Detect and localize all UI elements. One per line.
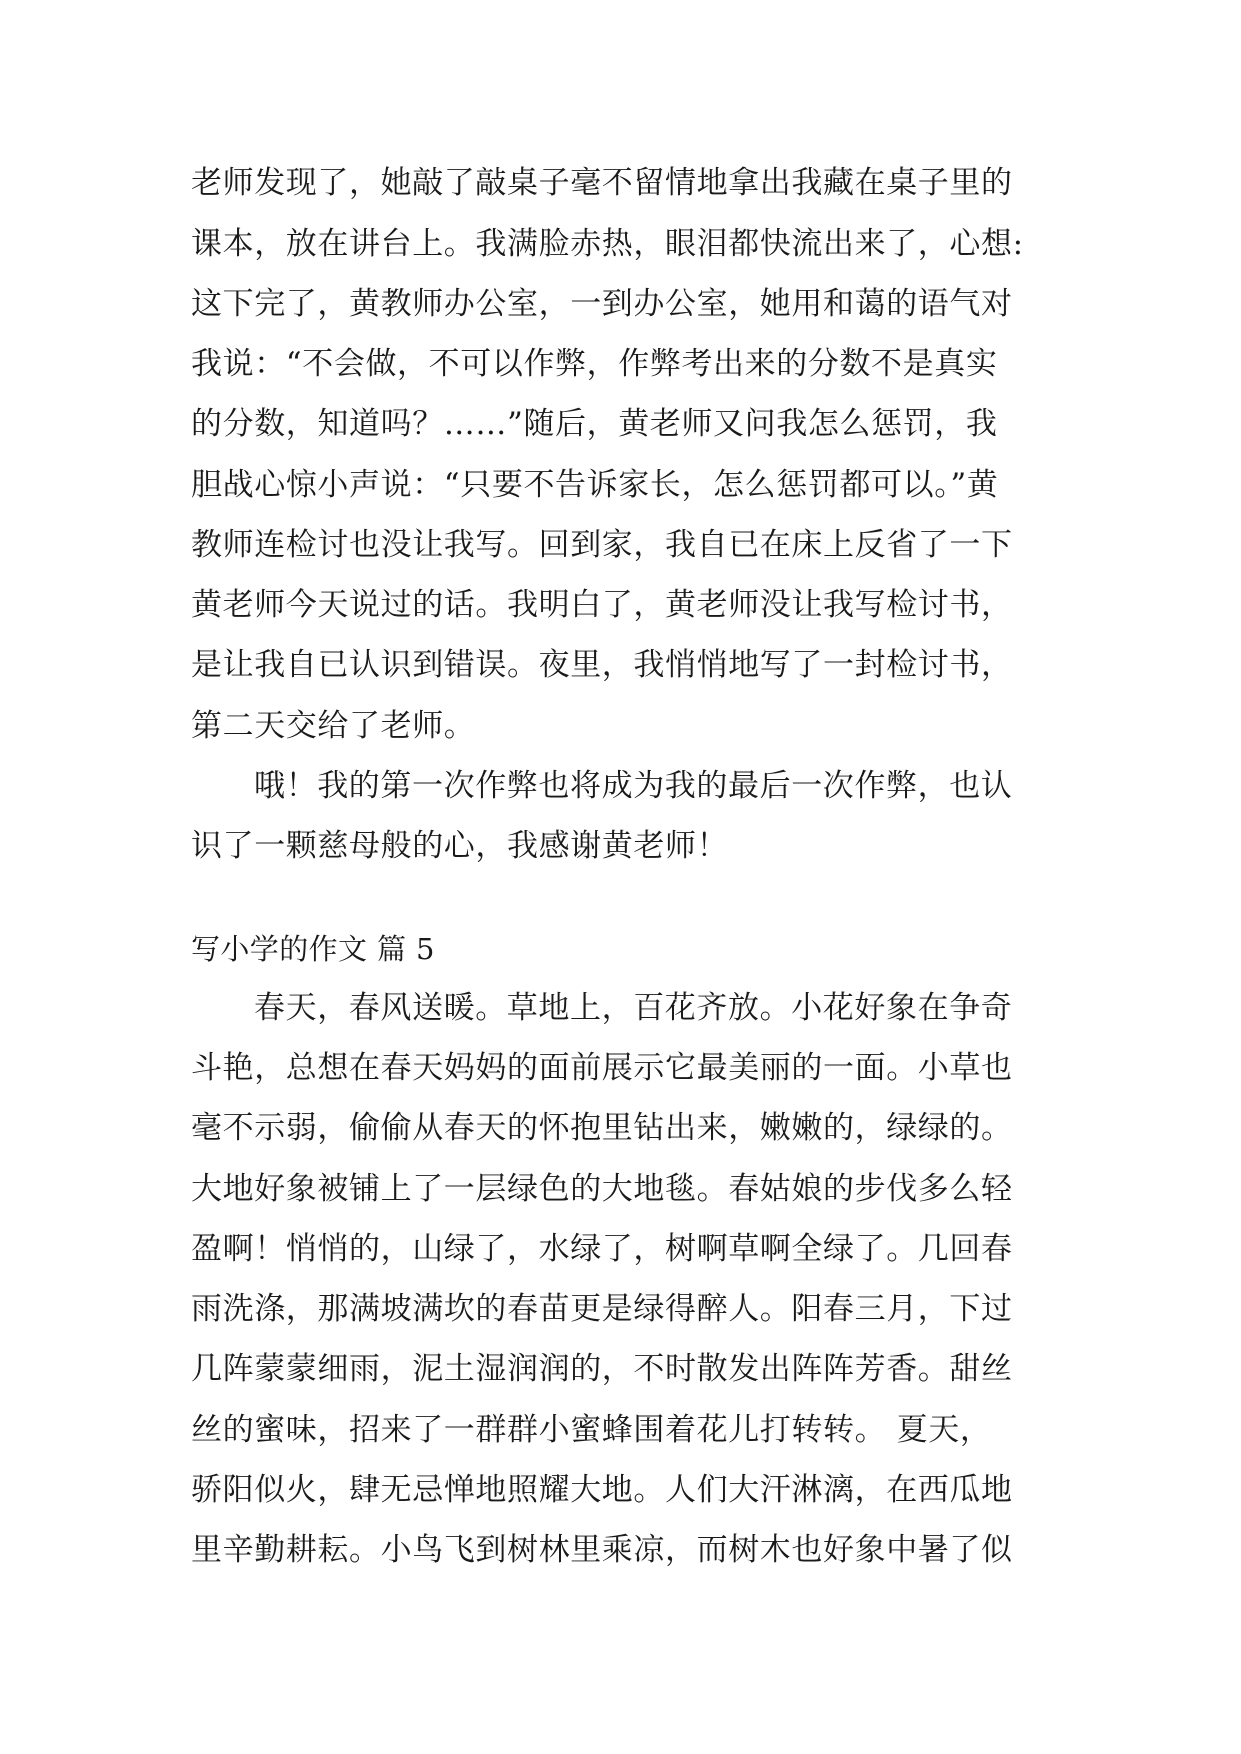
paragraph-line: 雨洗涤，那满坡满坎的春苗更是绿得醉人。阳春三月，下过 — [191, 1291, 1013, 1327]
paragraph-line: 斗艳，总想在春天妈妈的面前展示它最美丽的一面。小草也 — [191, 1050, 1013, 1086]
paragraph-line: 我说：“不会做，不可以作弊，作弊考出来的分数不是真实 — [191, 346, 998, 382]
paragraph-line: 是让我自已认识到错误。夜里，我悄悄地写了一封检讨书， — [191, 647, 1013, 683]
paragraph-line: 丝的蜜味，招来了一群群小蜜蜂围着花儿打转转。 夏天， — [191, 1412, 992, 1448]
paragraph-line: 黄老师今天说过的话。我明白了，黄老师没让我写检讨书， — [191, 587, 1013, 623]
paragraph-line: 第二天交给了老师。 — [191, 708, 476, 744]
paragraph-line: 盈啊！悄悄的，山绿了，水绿了，树啊草啊全绿了。几回春 — [191, 1231, 1013, 1267]
paragraph-line: 毫不示弱，偷偷从春天的怀抱里钻出来，嫩嫩的，绿绿的。 — [191, 1110, 1013, 1146]
paragraph-line: 骄阳似火，肆无忌惮地照耀大地。人们大汗淋漓，在西瓜地 — [191, 1472, 1013, 1508]
paragraph-line: 里辛勤耕耘。小鸟飞到树林里乘凉，而树木也好象中暑了似 — [191, 1532, 1013, 1568]
paragraph-line: 识了一颗慈母般的心，我感谢黄老师！ — [191, 828, 729, 864]
paragraph-line: 大地好象被铺上了一层绿色的大地毯。春姑娘的步伐多么轻 — [191, 1171, 1013, 1207]
paragraph-line: 胆战心惊小声说：“只要不告诉家长，怎么惩罚都可以。”黄 — [191, 467, 999, 503]
paragraph-line: 这下完了，黄教师办公室，一到办公室，她用和蔼的语气对 — [191, 286, 1013, 322]
paragraph-line: 几阵蒙蒙细雨，泥土湿润润的，不时散发出阵阵芳香。甜丝 — [191, 1351, 1013, 1387]
section-heading: 写小学的作文 篇 5 — [191, 932, 435, 966]
paragraph-line: 春天，春风送暖。草地上，百花齐放。小花好象在争奇 — [254, 990, 1013, 1026]
paragraph-line: 课本，放在讲台上。我满脸赤热，眼泪都快流出来了，心想: — [191, 226, 1024, 262]
paragraph-line: 哦！我的第一次作弊也将成为我的最后一次作弊，也认 — [254, 768, 1013, 804]
paragraph-line: 教师连检讨也没让我写。回到家，我自已在床上反省了一下 — [191, 527, 1013, 563]
paragraph-line: 的分数，知道吗？……”随后，黄老师又问我怎么惩罚，我 — [191, 406, 998, 442]
paragraph-line: 老师发现了，她敲了敲桌子毫不留情地拿出我藏在桌子里的 — [191, 165, 1013, 201]
